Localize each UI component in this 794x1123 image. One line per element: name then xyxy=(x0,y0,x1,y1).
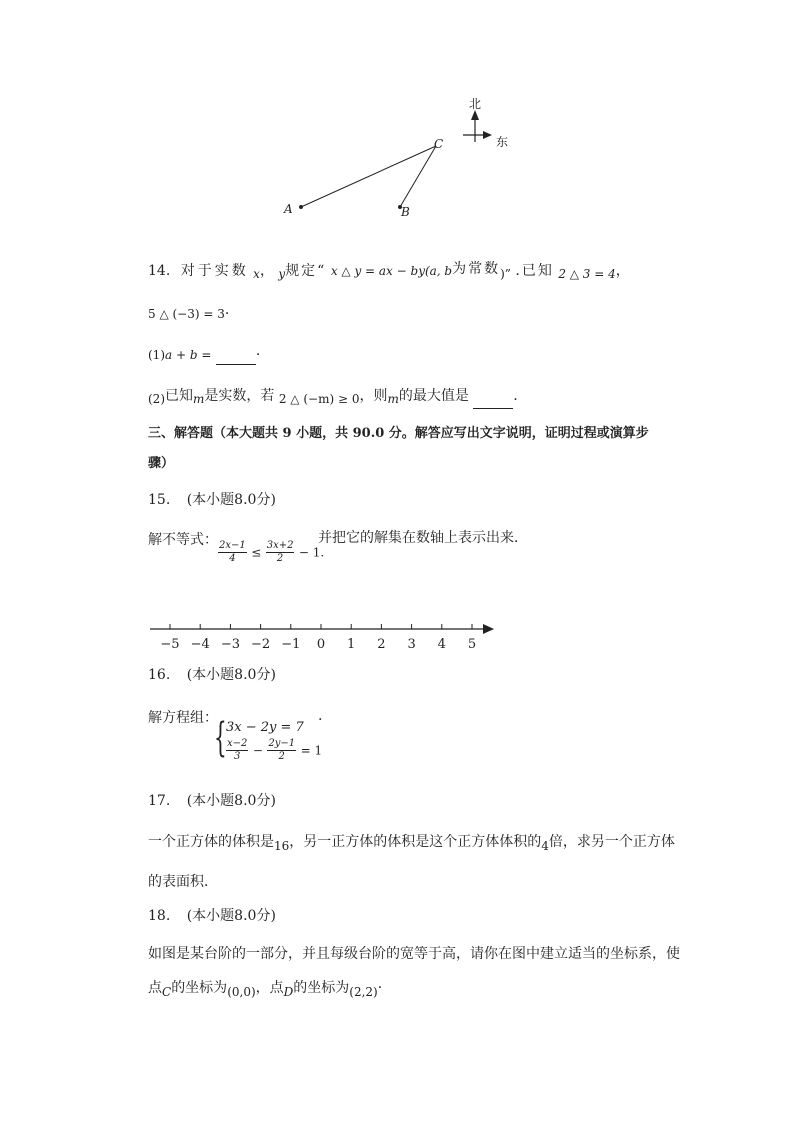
q15-after: 并把它的解集在数轴上表示出来． xyxy=(318,530,528,546)
q14-sep: ， xyxy=(259,263,274,279)
segment-ac xyxy=(301,146,436,207)
q18-line2-b: 的坐标为 xyxy=(171,980,228,996)
q17-line1-b: ，另一正方体的体积是这个正方体体积的 xyxy=(289,834,542,850)
q15-frac1 xyxy=(218,540,247,565)
figure-triangle xyxy=(270,90,530,230)
section3-heading-line1: 三、解答题（本大题共 9 小题，共 90.0 分。解答应写出文字说明，证明过程或演算步 xyxy=(148,426,649,441)
q18-line2 xyxy=(148,978,382,1002)
section3-heading-line2: 骤） xyxy=(148,456,175,471)
segment-bc xyxy=(400,146,436,207)
q14-intro-2: 规定“ xyxy=(285,263,327,279)
q14-part2-label: (2) xyxy=(148,392,165,406)
q14-part2-ineq: 2 △ (−m) ≥ 0 xyxy=(278,392,360,406)
q14-part2-end: . xyxy=(513,388,518,404)
number-line-label: 4 xyxy=(437,637,446,652)
q15-inequality xyxy=(218,540,324,565)
number-line-label: 1 xyxy=(347,637,356,652)
q15-question xyxy=(148,530,218,550)
north-label: 北 xyxy=(469,97,482,111)
q18-line1: 如图是某台阶的一部分，并且每级台阶的宽等于高，请你在图中建立适当的坐标系，使 xyxy=(148,946,680,962)
q14-line2 xyxy=(148,304,229,324)
q14-comma: ， xyxy=(615,263,630,279)
point-a xyxy=(299,205,303,209)
q15-score: (本小题8.0分) xyxy=(186,492,276,508)
east-arrow-icon xyxy=(483,131,492,139)
q18-line2-c: ，点 xyxy=(255,980,284,996)
q15-frac1-num: 2x−1 xyxy=(219,540,246,551)
q15-frac2-den: 2 xyxy=(276,553,284,564)
number-line-label: −4 xyxy=(190,637,210,652)
q14-var-y: y xyxy=(278,267,286,281)
q14-part2-m2: m xyxy=(387,392,399,406)
q15-tail: − 1. xyxy=(298,545,325,560)
number-line-label: −2 xyxy=(251,637,271,652)
q18-header xyxy=(148,906,276,926)
q14-intro-1: 对于实数 xyxy=(180,263,249,279)
q16-rhs: = 1 xyxy=(300,743,323,758)
q16-end: . xyxy=(318,708,323,724)
q16-score: (本小题8.0分) xyxy=(186,667,276,683)
q14-op-def: x △ y = ax − by(a, b xyxy=(330,264,453,278)
number-line-arrow-icon xyxy=(483,624,494,634)
q18-line2-d: 的坐标为 xyxy=(293,980,350,996)
q14-close: )” xyxy=(500,267,511,281)
q15-frac1-den: 4 xyxy=(229,553,236,564)
q14-part2-c: ，则 xyxy=(359,388,388,404)
q16-frac2-num: 2y−1 xyxy=(268,738,296,749)
q16-frac1-den: 3 xyxy=(234,751,241,762)
label-b: B xyxy=(401,205,410,219)
q14-part1-label: (1) xyxy=(148,348,165,362)
q15-frac2-num: 3x+2 xyxy=(266,540,294,551)
q14-part1 xyxy=(148,345,260,365)
q16-eq2 xyxy=(226,738,322,763)
number-line-label: 2 xyxy=(377,637,386,652)
number-line xyxy=(148,615,498,655)
q15-prompt: 解不等式： xyxy=(148,532,218,548)
q14-part1-blank[interactable] xyxy=(216,350,256,365)
q16-number: 16. xyxy=(148,667,171,683)
q17-volume: 16 xyxy=(274,839,290,853)
q14-const-word: 为常数 xyxy=(452,261,501,277)
q17-line2: 的表面积． xyxy=(148,874,218,890)
q16-frac2 xyxy=(267,738,296,763)
q15-frac2 xyxy=(266,540,295,565)
q18-score: (本小题8.0分) xyxy=(186,908,276,924)
east-label: 东 xyxy=(496,135,509,149)
q17-multiple: 4 xyxy=(541,839,549,853)
q17-line1-a: 一个正方体的体积是 xyxy=(148,834,274,850)
q14-var-x: x xyxy=(253,267,260,281)
q14-dot: · xyxy=(224,306,230,322)
q18-line2-end: · xyxy=(377,980,383,996)
q16-header xyxy=(148,665,276,685)
q18-point-c: C xyxy=(162,985,172,999)
q18-coord-c: (0,0) xyxy=(227,985,256,999)
q16-frac2-den: 2 xyxy=(278,751,285,762)
q16-prompt: 解方程组： xyxy=(148,710,218,726)
number-line-label: −3 xyxy=(220,637,240,652)
q14-part2 xyxy=(148,386,518,409)
q14-part2-a: 已知 xyxy=(165,388,193,404)
number-line-label: −5 xyxy=(160,637,180,652)
q18-line2-a: 点 xyxy=(148,980,162,996)
q14-known: .已知 xyxy=(515,263,554,279)
q14-part2-d: 的最大值是 xyxy=(398,388,469,404)
q14-line1 xyxy=(148,259,630,284)
q14-part1-expr: a + b = xyxy=(165,348,212,362)
label-a: A xyxy=(284,202,293,216)
q16-system-brace: { xyxy=(214,715,227,761)
q15-header xyxy=(148,490,276,510)
q17-line1 xyxy=(148,832,675,856)
q17-line1-c: 倍，求另一个正方体 xyxy=(548,834,675,850)
q16-minus: − xyxy=(252,743,263,758)
q16-frac1-num: x−2 xyxy=(227,738,248,749)
q15-leq: ≤ xyxy=(251,545,262,560)
q14-eq1: 2 △ 3 = 4 xyxy=(558,267,616,281)
north-arrow-icon xyxy=(471,110,479,120)
q14-part1-end: · xyxy=(255,347,261,363)
number-line-label: 0 xyxy=(316,637,326,652)
q14-part2-m: m xyxy=(193,392,205,406)
number-line-label: 3 xyxy=(407,637,416,652)
label-c: C xyxy=(434,137,444,151)
number-line-label: 5 xyxy=(467,637,477,652)
q17-score: (本小题8.0分) xyxy=(186,793,276,809)
q15-number: 15. xyxy=(148,492,171,508)
q16-frac1 xyxy=(226,738,248,763)
q14-part2-b: 是实数，若 xyxy=(204,388,275,404)
q18-point-d: D xyxy=(283,985,294,999)
q14-eq2: 5 △ (−3) = 3 xyxy=(148,307,225,321)
q14-number: 14. xyxy=(148,263,171,279)
q14-part2-blank[interactable] xyxy=(473,394,513,409)
q18-coord-d: (2,2) xyxy=(349,985,378,999)
number-line-label: −1 xyxy=(281,637,301,652)
q17-header xyxy=(148,791,276,811)
q16-eq1: 3x − 2y = 7 xyxy=(226,720,304,735)
q18-number: 18. xyxy=(148,908,171,924)
q17-number: 17. xyxy=(148,793,171,809)
